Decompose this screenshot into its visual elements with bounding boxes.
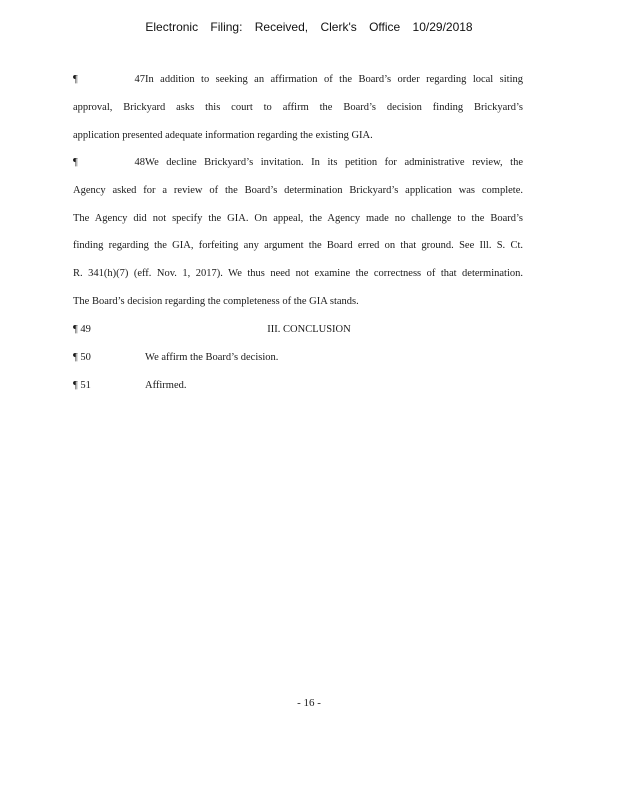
paragraph-50 [73, 344, 523, 372]
paragraph-line: Agency asked for a review of the Board’s determination Brickyard’s application was complete. [73, 184, 523, 196]
paragraph-marker: ¶ 50 [73, 352, 91, 363]
paragraph-line: The Board’s decision regarding the completeness of the GIA stands. [73, 295, 359, 307]
paragraph-48 [73, 149, 523, 316]
paragraph-line [73, 372, 523, 400]
paragraph-line [73, 66, 523, 94]
paragraph-line: R. 341(h)(7) (eff. Nov. 1, 2017). We thus need not examine the correctness of that determination. [73, 268, 523, 280]
paragraph-line: finding regarding the GIA, forfeiting any argument the Board erred on that ground. See Ill. S. Ct. [73, 240, 523, 252]
paragraph-line: approval, Brickyard asks this court to affirm the Board’s decision finding Brickyard’s [73, 101, 523, 113]
paragraph-text: We decline Brickyard’s invitation. In its petition for administrative review, the [145, 157, 523, 168]
paragraph-text: In addition to seeking an affirmation of the Board’s order regarding local siting [145, 74, 523, 85]
paragraph-text: Affirmed. [145, 380, 187, 391]
paragraph-line: application presented adequate information regarding the existing GIA. [73, 129, 373, 141]
paragraph-47 [73, 66, 523, 149]
paragraph-line [73, 149, 523, 177]
paragraph-line [73, 344, 523, 372]
paragraph-marker: ¶ 48 [73, 157, 145, 168]
paragraph-marker: ¶ 47 [73, 74, 145, 85]
page-number: - 16 - [297, 697, 321, 709]
paragraph-line: The Agency did not specify the GIA. On appeal, the Agency made no challenge to the Board’s [73, 212, 523, 224]
paragraph-marker: ¶ 51 [73, 380, 91, 391]
paragraph-text: We affirm the Board’s decision. [145, 352, 279, 363]
filing-stamp-header: Electronic Filing: Received, Clerk's Office 10/29/2018 [145, 20, 473, 34]
paragraph-marker: ¶ 49 [73, 324, 91, 335]
section-heading: III. CONCLUSION [267, 324, 351, 335]
paragraph-51 [73, 372, 523, 400]
